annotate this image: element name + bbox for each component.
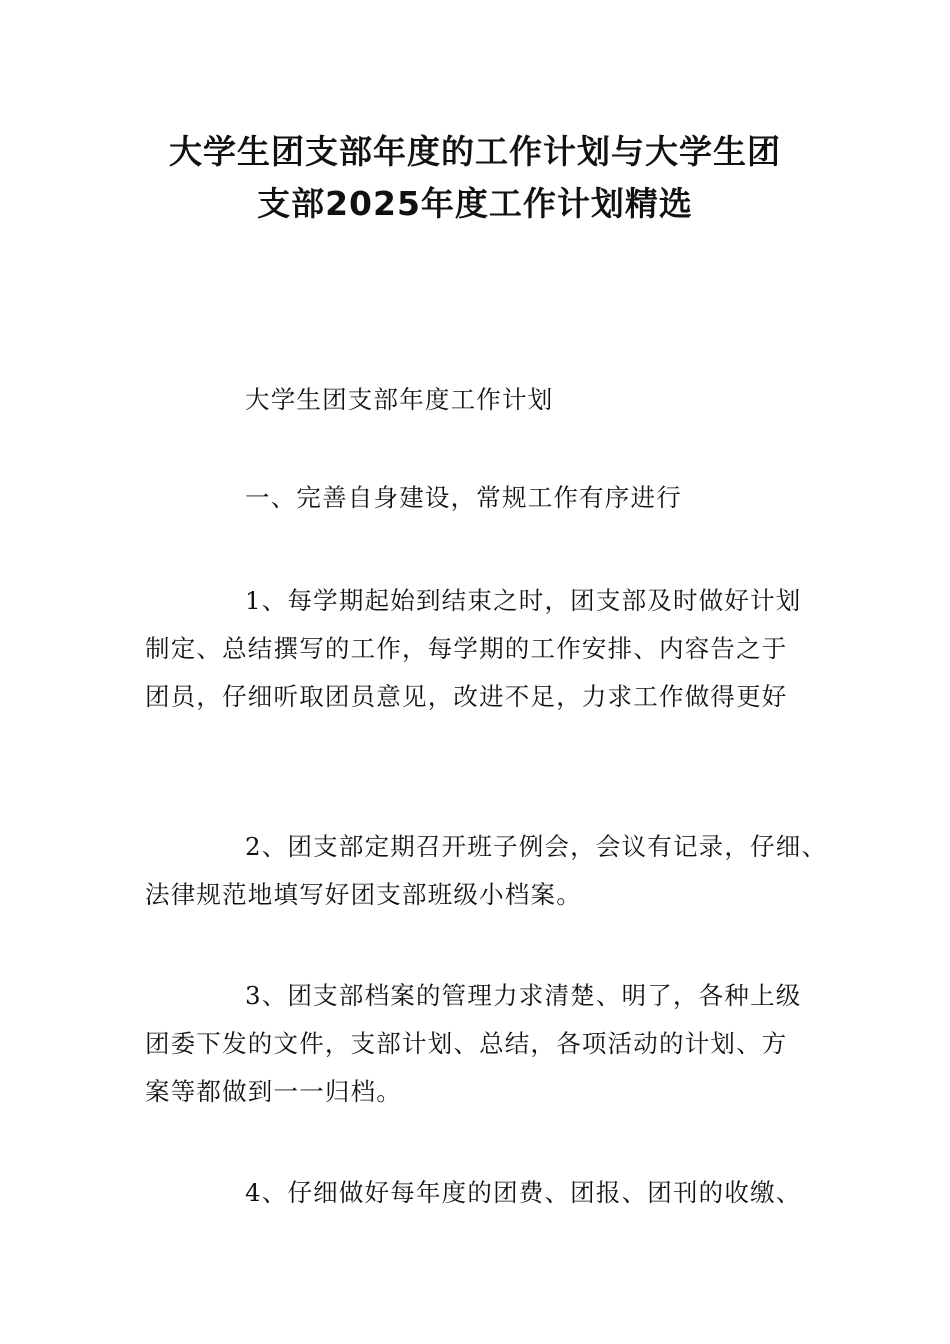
item-3-line-2: 团委下发的文件，支部计划、总结，各项活动的计划、方 <box>145 1029 788 1058</box>
item-4-line-1: 4、仔细做好每年度的团费、团报、团刊的收缴、 <box>245 1178 802 1207</box>
document-title-line-1: 大学生团支部年度的工作计划与大学生团 <box>169 132 781 171</box>
section-heading: 大学生团支部年度工作计划 <box>245 385 554 414</box>
part-one-heading: 一、完善自身建设，常规工作有序进行 <box>245 483 682 512</box>
item-1-line-1: 1、每学期起始到结束之时，团支部及时做好计划 <box>245 586 802 615</box>
item-3-line-1: 3、团支部档案的管理力求清楚、明了，各种上级 <box>245 981 802 1010</box>
document-title-line-2: 支部2025年度工作计划精选 <box>257 184 693 223</box>
item-1-line-2: 制定、总结撰写的工作，每学期的工作安排、内容告之于 <box>145 634 788 663</box>
item-1-line-3: 团员，仔细听取团员意见，改进不足，力求工作做得更好 <box>145 682 788 711</box>
item-3-line-3: 案等都做到一一归档。 <box>145 1077 402 1106</box>
item-2-line-2: 法律规范地填写好团支部班级小档案。 <box>145 880 582 909</box>
item-2-line-1: 2、团支部定期召开班子例会，会议有记录，仔细、 <box>245 832 828 861</box>
